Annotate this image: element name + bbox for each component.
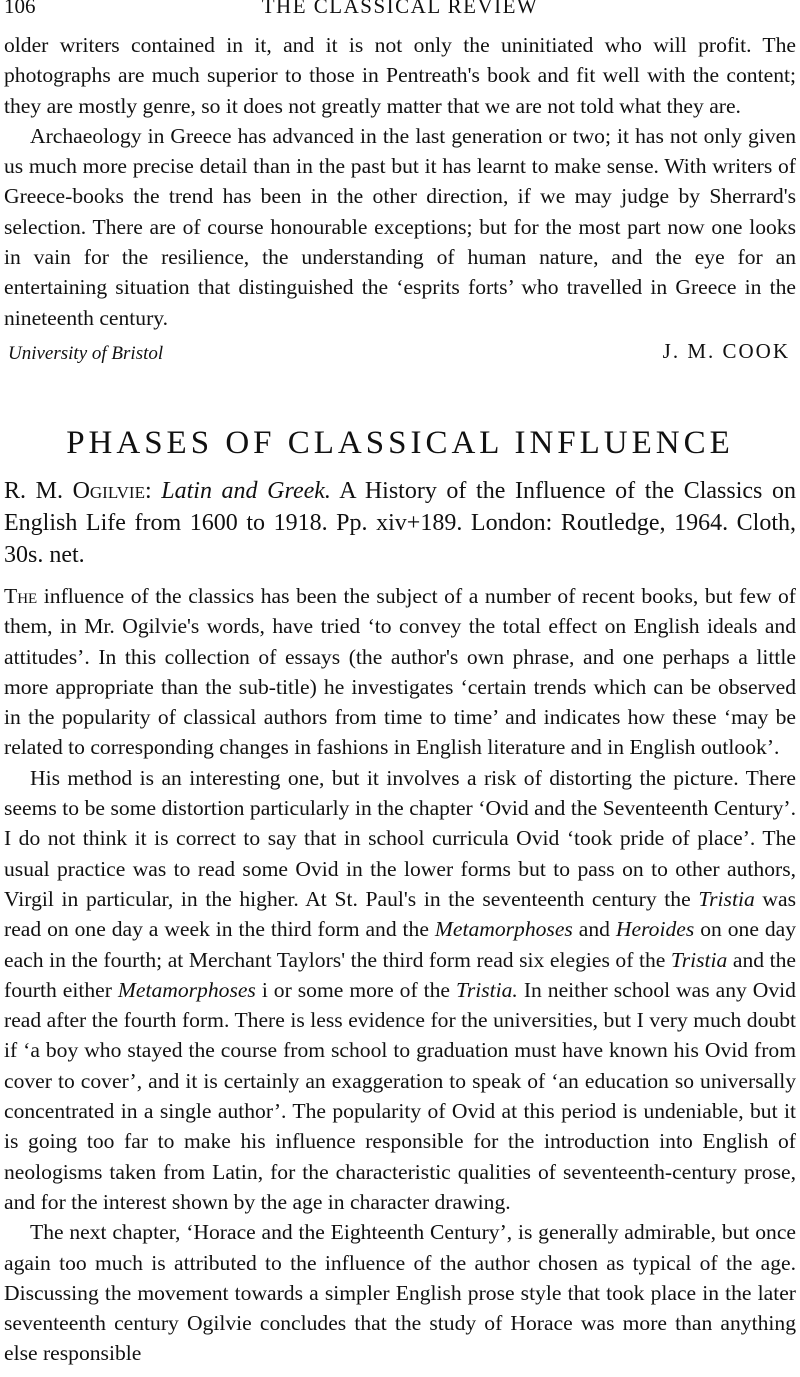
work-title: Tristia bbox=[670, 947, 728, 972]
lead-word: The bbox=[4, 583, 38, 608]
bib-author: R. M. Ogilvie: bbox=[4, 477, 152, 504]
bibliographic-entry bbox=[4, 475, 796, 571]
review-signature bbox=[4, 337, 796, 373]
work-title: Heroides bbox=[615, 917, 695, 942]
bib-details: A History of the Influence of the Classics on English Life from 1600 to 1918. Pp. xiv+189. London: Routledge, 1964. Cloth, 30s. net. bbox=[4, 477, 796, 568]
paragraph: older writers contained in it, and it is not only the uninitiated who will profit. The photographs are much superior to those in Pentreath's book and fit well with the content; they are mostly genre, so it does not greatly matter that we are not told what they are. bbox=[4, 33, 796, 118]
journal-title: THE CLASSICAL REVIEW bbox=[261, 0, 539, 18]
text: and bbox=[578, 917, 610, 942]
text: In neither school was any Ovid read after the fourth form. There is less evidence for the universities, but I very much doubt if ‘a boy who stayed the course from school to graduation must have known his Ovid from cover to cover’, and it is certainly an exaggeration to speak of ‘an education so universally concentrated in a single author’. The popularity of Ovid at this period is undeniable, but it is going too far to make his influence responsible for the introduction into English of neologisms taken from Latin, for the characteristic qualities of seventeenth-century prose, and for the interest shown by the age in character drawing. bbox=[4, 977, 796, 1214]
reviewer-affiliation: University of Bristol bbox=[8, 342, 164, 364]
text: on one day each in the fourth; at Merchant Taylors' the third form read six elegies of the bbox=[4, 917, 797, 972]
work-title: Metamorphoses bbox=[117, 977, 256, 1002]
work-title: Tristia bbox=[698, 886, 755, 911]
paragraph bbox=[4, 581, 796, 763]
paragraph-text: influence of the classics has been the subject of a number of recent books, but few of them, in Mr. Ogilvie's words, have tried ‘to convey the total effect on English ideals and attitudes’. In this collection of essays (the author's own phrase, and one perhaps a little more appropriate than the sub-title) he investigates ‘certain trends which can be observed in the popularity of classical authors from time to time’ and indicates how these ‘may be related to corresponding changes in fashions in English literature and in English outlook’. bbox=[4, 583, 796, 760]
text: was read on one day a week in the third form and the bbox=[4, 886, 796, 942]
paragraph bbox=[4, 763, 796, 1217]
reviewer-name: J. M. COOK bbox=[662, 338, 790, 363]
paragraph: The next chapter, ‘Horace and the Eighteenth Century’, is generally admirable, but once again too much is attributed to the influence of the author chosen as typical of the age. Discussing the movement towards a simpler English prose style that took place in the later seventeenth century Ogilvie concludes that the study of Horace was more than anything else responsible bbox=[4, 1220, 796, 1366]
review-body bbox=[4, 581, 796, 1369]
text: and the fourth either bbox=[4, 947, 797, 1002]
running-head bbox=[4, 0, 796, 30]
page-number: 106 bbox=[4, 0, 36, 18]
bib-book-title: Latin and Greek. bbox=[161, 477, 331, 504]
text: His method is an interesting one, but it involves a risk of distorting the picture. There seems to be some distortion particularly in the chapter ‘Ovid and the Seventeenth Century’. I do not think it is correct to say that in school curricula Ovid ‘took pride of place’. The usual practice was to read some Ovid in the lower forms but to pass on to other authors, Virgil in particular, in the higher. At St. Paul's in the seventeenth century the bbox=[4, 765, 796, 911]
work-title: Tristia. bbox=[456, 977, 518, 1002]
review-title: PHASES OF CLASSICAL INFLUENCE bbox=[66, 424, 734, 461]
work-title: Metamorphoses bbox=[434, 917, 573, 942]
paragraph: Archaeology in Greece has advanced in the last generation or two; it has not only given us much more precise detail than in the past but it has learnt to make sense. With writers of Greece-books the trend has been in the other direction, if we may judge by Sherrard's selection. There are of course honourable exceptions; but for the most part now one looks in vain for the resilience, the understanding of human nature, and the eye for an entertaining situation that distinguished the ‘esprits forts’ who travelled in Greece in the nineteenth century. bbox=[4, 123, 796, 330]
text: i or some more of the bbox=[261, 977, 451, 1002]
previous-review-end bbox=[4, 30, 796, 333]
